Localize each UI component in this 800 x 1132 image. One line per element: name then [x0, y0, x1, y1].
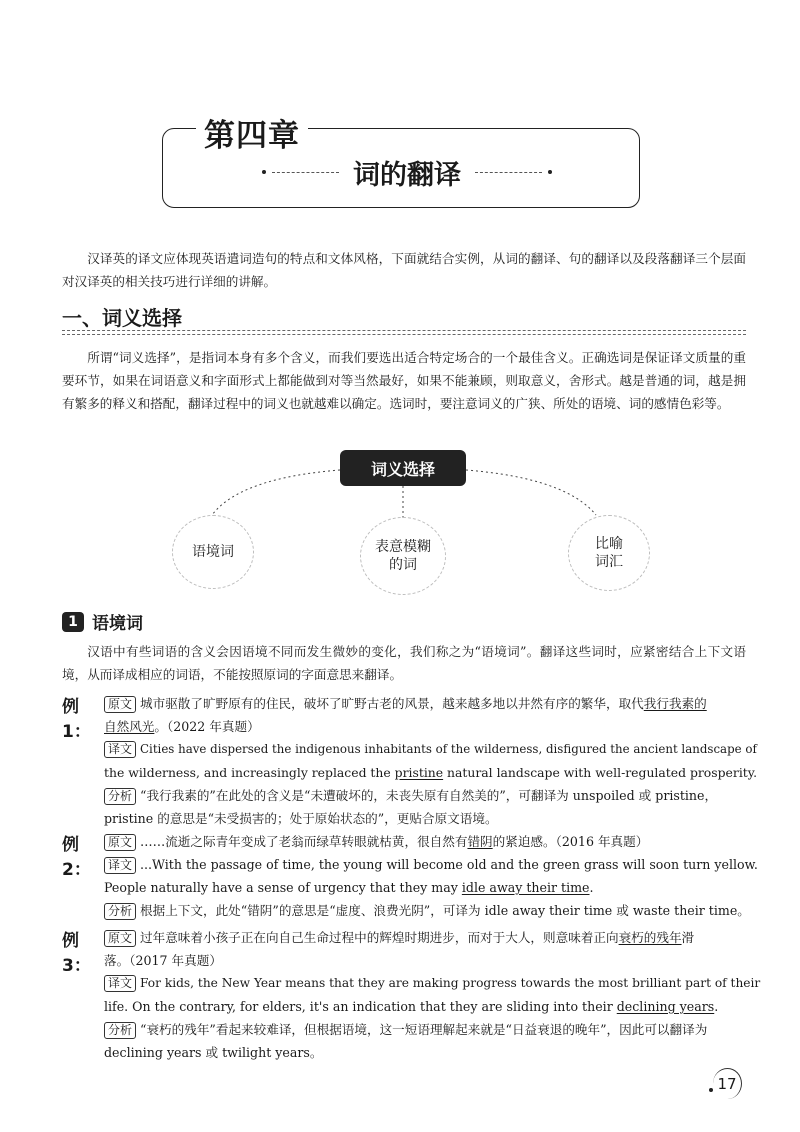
- subsection-number-badge: 1: [62, 612, 84, 632]
- source-line: 原文 ……流逝之际青年变成了老翁而绿草转眼就枯黄，很自然有错阴的紧迫感。（2016 年真题）: [104, 830, 648, 853]
- mindmap-node-vague-word: [360, 517, 446, 595]
- translation-line: People naturally have a sense of urgency that they may idle away their time.: [104, 880, 594, 895]
- translation-line: life. On the contrary, for elders, it's an indication that they are sliding into their declining years.: [104, 999, 719, 1014]
- translation-line: the wilderness, and increasingly replaced the pristine natural landscape with well-regulated prosperity.: [104, 765, 758, 780]
- source-line: 原文 过年意味着小孩子正在向自己生命过程中的辉煌时期进步，而对于大人，则意味着正向衰朽的残年滑: [104, 926, 694, 949]
- example-label: 例 2：: [62, 835, 91, 880]
- analysis-line: 分析 “我行我素的”在此处的含义是“未遭破坏的，未丧失原有自然美的”，可翻译为 unspoiled 或 pristine，: [104, 784, 717, 807]
- translation-tag: 译文: [104, 975, 136, 992]
- page-number-dot-icon: [709, 1088, 713, 1092]
- example-label: 例 1：: [62, 697, 91, 742]
- analysis-tag: 分析: [104, 903, 136, 920]
- translation-tag: 译文: [104, 857, 136, 874]
- translation-tag: 译文: [104, 741, 136, 758]
- source-tag: 原文: [104, 930, 136, 947]
- analysis-line: 分析 “衰朽的残年”看起来较难译，但根据语境，这一短语理解起来就是“日益衰退的晚年”，因此可以翻译为: [104, 1018, 707, 1041]
- section-title: 一、词义选择: [62, 306, 182, 330]
- mindmap-node-label: 词汇: [595, 554, 623, 570]
- source-line: 原文 城市驱散了旷野原有的住民，破坏了旷野古老的风景，越来越多地以井然有序的繁华，取代我行我素的: [104, 692, 707, 715]
- subsection-title: [62, 609, 143, 634]
- subsection-paragraph: 汉语中有些词语的含义会因语境不同而发生微妙的变化，我们称之为“语境词”。翻译这些词时，应紧密结合上下文语境，从而译成相应的词语，不能按照原词的字面意思来翻译。: [62, 644, 746, 682]
- source-tag: 原文: [104, 696, 136, 713]
- mindmap-node-metaphor: [568, 515, 650, 591]
- source-line: 落。（2017 年真题）: [104, 953, 222, 968]
- translation-line: 译文 ...With the passage of time, the young will become old and the green grass will soon turn yellow.: [104, 853, 758, 876]
- mindmap-node-label: 语境词: [192, 544, 234, 560]
- mindmap-center: 词义选择: [340, 450, 466, 486]
- chapter-label: 第四章: [196, 110, 308, 155]
- analysis-line: 分析 根据上下文，此处“错阴”的意思是“虚度、浪费光阴”，可译为 idle away their time 或 waste their time。: [104, 899, 750, 922]
- translation-line: 译文 For kids, the New Year means that they are making progress towards the most brilliant part of their: [104, 972, 760, 995]
- example-label: 例 3：: [62, 931, 91, 976]
- analysis-tag: 分析: [104, 1022, 136, 1039]
- analysis-line: pristine 的意思是“未受损害的；处于原始状态的”，更贴合原文语境。: [104, 811, 498, 826]
- mindmap-node-label: 表意模糊: [375, 539, 431, 555]
- intro-paragraph: 汉译英的译文应体现英语遣词造句的特点和文体风格，下面就结合实例，从词的翻译、句的翻译以及段落翻译三个层面对汉译英的相关技巧进行详细的讲解。: [62, 251, 746, 289]
- subsection-title-text: 语境词: [92, 614, 143, 634]
- page-number: 17: [713, 1068, 742, 1099]
- analysis-line: declining years 或 twilight years。: [104, 1045, 323, 1060]
- mindmap-node-context-word: [172, 515, 254, 589]
- analysis-tag: 分析: [104, 788, 136, 805]
- mindmap-node-label: 的词: [389, 557, 417, 573]
- source-tag: 原文: [104, 834, 136, 851]
- section-paragraph: 所谓“词义选择”，是指词本身有多个含义，而我们要选出适合特定场合的一个最佳含义。正确选词是保证译文质量的重要环节，如果在词语意义和字面形式上都能做到对等当然最好，如果不能兼顾，则取意义，舍形式。越是普通的词，越是拥有繁多的释义和搭配，翻译过程中的词义也就越难以确定。选词时，要注意词义的广狭、所处的语境、词的感情色彩等。: [62, 350, 746, 411]
- source-line: 自然风光。（2022 年真题）: [104, 719, 260, 734]
- chapter-title-text: 词的翻译: [353, 159, 461, 191]
- mindmap-node-label: 比喻: [595, 536, 623, 552]
- translation-line: 译文 Cities have dispersed the indigenous inhabitants of the wilderness, disfigured the ancient landscape of: [104, 738, 757, 761]
